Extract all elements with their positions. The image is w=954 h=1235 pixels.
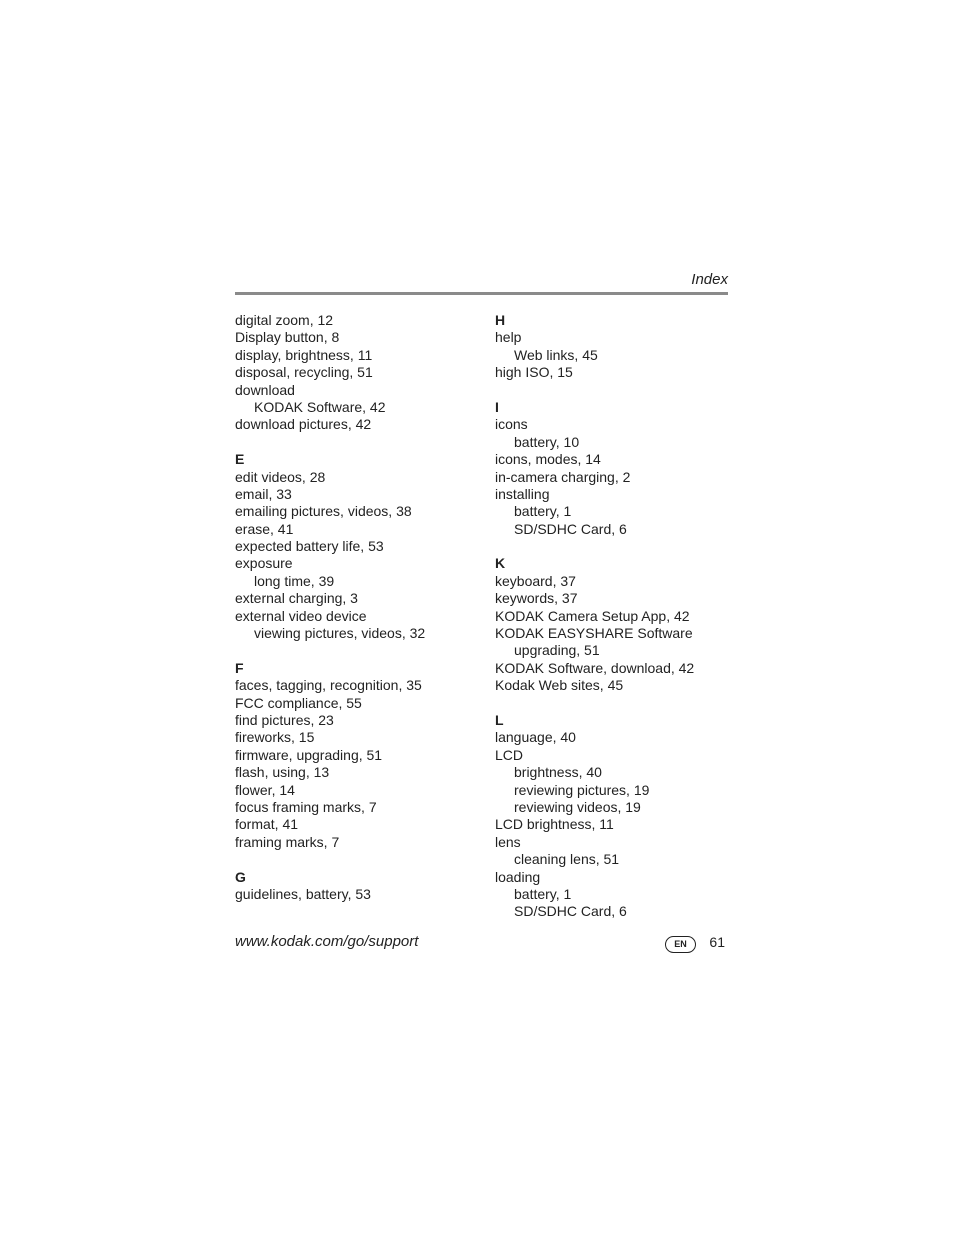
section-spacer (495, 695, 735, 712)
index-entry: Kodak Web sites, 45 (495, 677, 624, 694)
section-spacer (235, 434, 485, 451)
index-subentry: long time, 39 (254, 572, 335, 589)
index-entry: FCC compliance, 55 (235, 694, 362, 711)
index-entry: external video device (235, 607, 367, 624)
index-entry: find pictures, 23 (235, 711, 334, 728)
index-entry: emailing pictures, videos, 38 (235, 503, 412, 520)
index-section-letter: F (235, 659, 244, 676)
index-subentry: upgrading, 51 (514, 642, 600, 659)
section-spacer (235, 851, 485, 868)
index-entry: icons (495, 416, 528, 433)
index-subentry: battery, 1 (514, 503, 572, 520)
index-subentry: SD/SDHC Card, 6 (514, 520, 627, 537)
index-entry: language, 40 (495, 729, 576, 746)
index-entry: download (235, 381, 295, 398)
index-entry: KODAK Software, download, 42 (495, 659, 695, 676)
index-entry: format, 41 (235, 816, 299, 833)
index-section-letter: G (235, 868, 246, 885)
index-entry: erase, 41 (235, 520, 294, 537)
page-header-title: Index (691, 271, 728, 288)
index-entry: framing marks, 7 (235, 833, 340, 850)
index-entry: installing (495, 485, 550, 502)
index-subentry: viewing pictures, videos, 32 (254, 625, 426, 642)
index-entry: keywords, 37 (495, 590, 578, 607)
index-entry: firmware, upgrading, 51 (235, 746, 383, 763)
index-entry: high ISO, 15 (495, 364, 573, 381)
index-entry: external charging, 3 (235, 590, 358, 607)
index-section-letter: H (495, 312, 506, 328)
footer-support-url: www.kodak.com/go/support (235, 933, 419, 950)
index-entry: download pictures, 42 (235, 416, 372, 433)
index-entry: fireworks, 15 (235, 729, 315, 746)
index-subentry: reviewing pictures, 19 (514, 781, 650, 798)
index-subentry: Web links, 45 (514, 346, 598, 363)
index-entry: lens (495, 833, 521, 850)
index-section-letter: K (495, 555, 506, 572)
index-section-letter: L (495, 711, 504, 728)
language-badge: EN (665, 936, 696, 953)
index-entry: icons, modes, 14 (495, 451, 601, 468)
index-entry: expected battery life, 53 (235, 538, 384, 555)
index-subentry: SD/SDHC Card, 6 (514, 903, 627, 920)
index-entry: edit videos, 28 (235, 468, 326, 485)
section-spacer (235, 642, 485, 659)
index-subentry: reviewing videos, 19 (514, 798, 641, 815)
index-entry: flash, using, 13 (235, 764, 330, 781)
index-column-right (495, 312, 735, 921)
index-entry: KODAK Camera Setup App, 42 (495, 607, 690, 624)
index-subentry: cleaning lens, 51 (514, 851, 620, 868)
index-entry: exposure (235, 555, 293, 572)
index-entry: LCD brightness, 11 (495, 816, 614, 833)
index-subentry: battery, 10 (514, 433, 580, 450)
index-entry: digital zoom, 12 (235, 312, 334, 328)
index-entry: Display button, 8 (235, 329, 340, 346)
index-column-left (235, 312, 485, 903)
index-entry: in-camera charging, 2 (495, 468, 631, 485)
index-subentry: brightness, 40 (514, 764, 602, 781)
index-subentry: KODAK Software, 42 (254, 398, 386, 415)
index-subentry: battery, 1 (514, 885, 572, 902)
index-entry: loading (495, 868, 541, 885)
index-entry: help (495, 329, 522, 346)
index-section-letter: I (495, 398, 499, 415)
index-entry: KODAK EASYSHARE Software (495, 625, 693, 642)
index-entry: focus framing marks, 7 (235, 798, 377, 815)
index-entry: keyboard, 37 (495, 572, 576, 589)
index-entry: display, brightness, 11 (235, 346, 373, 363)
section-spacer (495, 538, 735, 555)
index-entry: email, 33 (235, 485, 292, 502)
index-section-letter: E (235, 451, 245, 468)
page-number: 61 (709, 934, 725, 950)
section-spacer (495, 382, 735, 399)
index-entry: guidelines, battery, 53 (235, 885, 371, 902)
header-divider (235, 292, 728, 295)
index-entry: disposal, recycling, 51 (235, 364, 373, 381)
index-entry: LCD (495, 746, 524, 763)
index-entry: faces, tagging, recognition, 35 (235, 677, 422, 694)
index-entry: flower, 14 (235, 781, 295, 798)
